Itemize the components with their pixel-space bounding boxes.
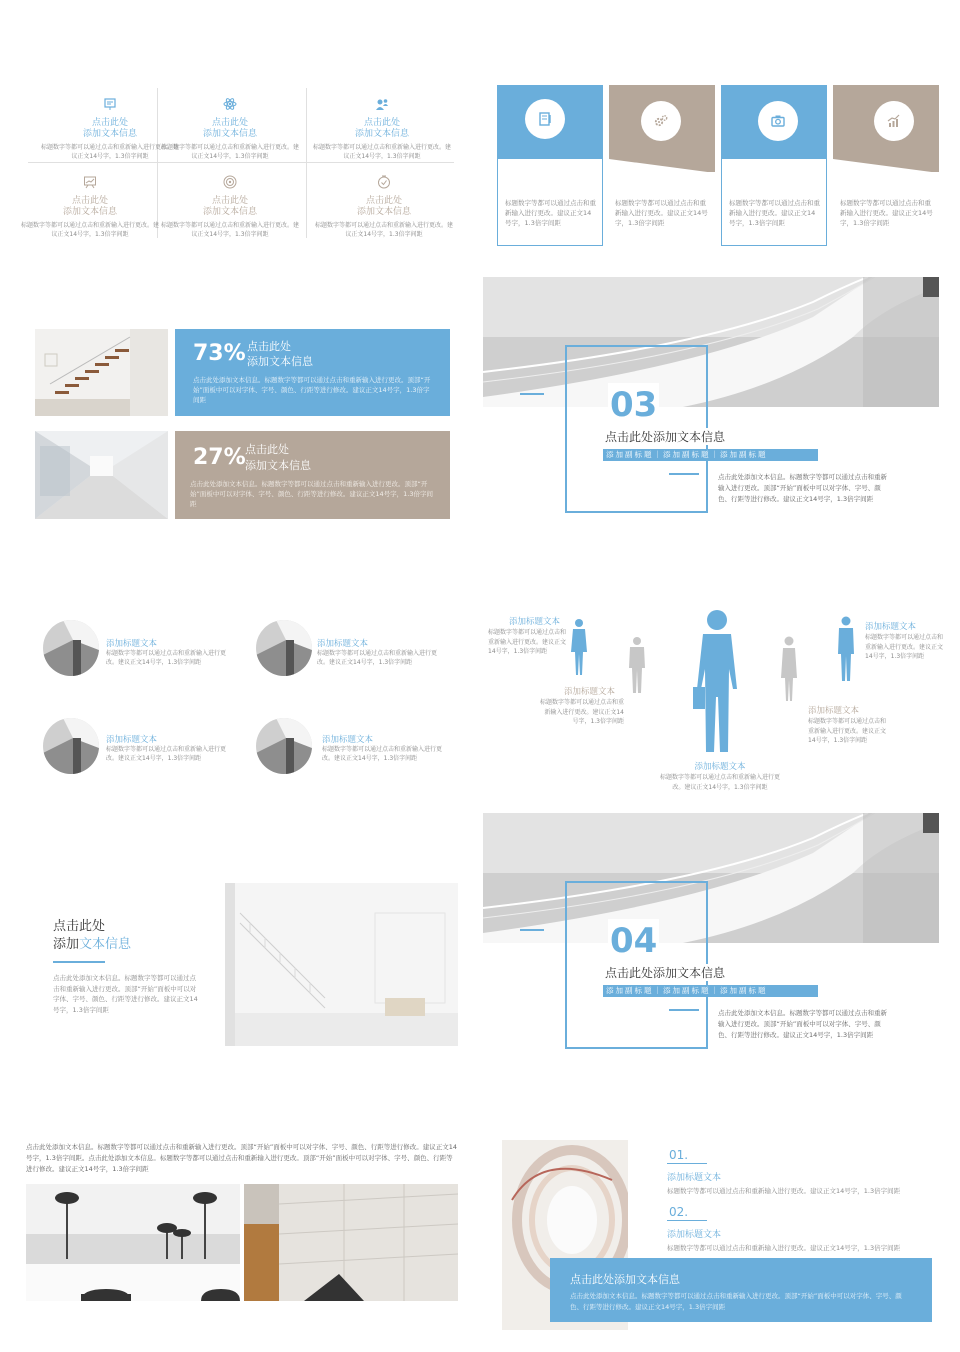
card-text: 标题数字等都可以通过点击和重新输入进行更改。建议正文14号字，1.3倍字间距 [615,199,708,227]
block-title: 点击此处 [245,443,289,456]
feature-title: 添加文本信息 [202,129,257,139]
feature-title: 添加文本信息 [202,207,257,217]
item-title: 添加标题文本 [322,735,374,745]
item-title: 添加标题文本 [509,617,561,627]
circle-photo [43,718,99,774]
item-desc: 标题数字等都可以通过点击和重新输入进行更改。建议正文14号字，1.3倍字间距 [808,718,887,744]
slide-title: 点击此处 [53,919,106,934]
feature-title: 点击此处 [91,118,128,128]
accent-line [669,1009,699,1011]
feature-title: 点击此处 [363,118,400,128]
section-desc: 点击此处添加文本信息。标题数字等都可以通过点击和重新输入进行更改。顶部“开始”面板中可以对字体、字号、颜色、行距等进行修改。建议正文14号字，1.3倍字间距 [718,1009,887,1039]
card-text: 标题数字等都可以通过点击和重新输入进行更改。建议正文14号字，1.3倍字间距 [729,199,820,227]
item-title: 添加标题文本 [106,639,158,649]
item-desc: 标题数字等都可以通过点击和重新输入进行更改。建议正文14号字，1.3倍字间距 [667,1187,901,1195]
bridge-photo [483,813,939,943]
growth-chart-icon [886,113,902,129]
percent-block [175,431,450,519]
accent-line [669,473,699,475]
slide-desc: 点击此处添加文本信息。标题数字等都可以通过点击和重新输入进行更改。顶部“开始”面板中可以对字体、字号、颜色、行距等进行修改。建议正文14号字，1.3倍字间距 [53,974,198,1014]
title-part: 添加 [53,937,80,952]
block-title: 添加文本信息 [245,459,311,472]
percent-value: 73% [193,341,246,366]
block-title: 点击此处 [247,340,291,353]
feature-title: 点击此处 [365,196,402,206]
percent-block [175,329,450,416]
white-stairs-photo [225,883,458,1046]
circle-photo [256,620,312,676]
section-number: 03 [610,385,658,425]
feature-desc: 标题数字等都可以通过点击和重新输入进行更改。建议正文14号字，1.3倍字间距 [40,144,179,160]
item-title: 添加标题文本 [667,1173,722,1183]
feature-desc: 标题数字等都可以通过点击和重新输入进行更改。建议正文14号字，1.3倍字间距 [312,144,451,160]
section-number: 04 [610,921,658,961]
feature-title: 添加文本信息 [356,207,411,217]
accent-line [667,1220,707,1221]
section-subtitle: 添加副标题｜添加副标题｜添加副标题 [603,449,818,461]
item-desc: 标题数字等都可以通过点击和重新输入进行更改。建议正文14号字，1.3倍字间距 [667,1244,901,1252]
slide-text: 点击此处添加文本信息。标题数字等都可以通过点击和重新输入进行更改。顶部“开始”面板中可以对字体、字号、颜色、行距等进行修改。建议正文14号字，1.3倍字间距。点击此处添加文本信息。标题数字等都可以通过点击和重新输入进行更改。顶部“开始”面板中可以对字体、字号、颜色、行距等进行修改。建议正文14号字，1.3倍字间距 [26,1143,458,1173]
feature-desc: 标题数字等都可以通过点击和重新输入进行更改。建议正文14号字，1.3倍字间距 [160,144,299,160]
feature-desc: 标题数字等都可以通过点击和重新输入进行更改。建议正文14号字，1.3倍字间距 [20,222,159,238]
feature-title: 添加文本信息 [82,129,137,139]
item-desc: 标题数字等都可以通过点击和重新输入进行更改。建议正文14号字，1.3倍字间距 [488,629,567,655]
circle-photo [256,718,312,774]
feature-title: 添加文本信息 [62,207,117,217]
feature-desc: 标题数字等都可以通过点击和重新输入进行更改。建议正文14号字，1.3倍字间距 [314,222,453,238]
item-desc: 标题数字等都可以通过点击和重新输入进行更改。建议正文14号字，1.3倍字间距 [865,634,944,660]
section-title: 点击此处添加文本信息 [605,966,726,980]
notebook-icon [537,111,553,127]
block-desc: 点击此处添加文本信息。标题数字等都可以通过点击和重新输入进行更改。顶部“开始”面板中可以对字体、字号、颜色、行距等进行修改。建议正文14号字，1.3倍字间距 [193,376,431,404]
block-desc: 点击此处添加文本信息。标题数字等都可以通过点击和重新输入进行更改。顶部“开始”面板中可以对字体、字号、颜色、行距等进行修改。建议正文14号字，1.3倍字间距 [190,480,433,508]
item-title: 添加标题文本 [564,687,616,697]
item-title: 添加标题文本 [694,762,746,772]
target-icon [223,175,237,189]
feature-cell [312,97,452,161]
presentation-icon [103,97,117,111]
item-desc: 标题数字等都可以通过点击和重新输入进行更改。建议正文14号字，1.3倍字间距 [659,774,780,791]
item-number: 01. [669,1148,689,1162]
item-number: 02. [669,1205,689,1219]
palm-photo [26,1184,240,1301]
users-icon [375,97,389,111]
divider [306,88,307,238]
item-desc: 标题数字等都可以通过点击和重新输入进行更改。建议正文14号字，1.3倍字间距 [106,746,227,762]
box-title: 点击此处添加文本信息 [570,1273,680,1286]
item-title: 添加标题文本 [106,735,158,745]
highlight-box [550,1258,932,1322]
feature-title: 添加文本信息 [354,129,409,139]
slide-title [53,936,131,954]
person-silhouette [626,636,648,694]
divider [28,162,454,163]
feature-title: 点击此处 [211,196,248,206]
stairs-photo [35,329,168,416]
section-desc: 点击此处添加文本信息。标题数字等都可以通过点击和重新输入进行更改。顶部“开始”面板中可以对字体、字号、颜色、行距等进行修改。建议正文14号字，1.3倍字间距 [718,473,887,503]
card-text: 标题数字等都可以通过点击和重新输入进行更改。建议正文14号字，1.3倍字间距 [840,199,933,227]
gears-icon [653,113,669,129]
section-title: 点击此处添加文本信息 [605,430,726,444]
feature-cell [160,175,300,239]
accent-line [520,929,544,931]
clock-check-icon [377,175,391,189]
feature-title: 点击此处 [71,196,108,206]
block-title: 添加文本信息 [247,355,313,368]
person-silhouette-main [693,609,741,754]
person-silhouette [568,618,590,676]
item-desc: 标题数字等都可以通过点击和重新输入进行更改。建议正文14号字，1.3倍字间距 [106,650,227,666]
bridge-photo [483,277,939,407]
box-desc: 点击此处添加文本信息。标题数字等都可以通过点击和重新输入进行更改。顶部“开始”面板中可以对字体、字号、颜色、行距等进行修改。建议正文14号字，1.3倍字间距 [570,1292,902,1311]
card-text: 标题数字等都可以通过点击和重新输入进行更改。建议正文14号字，1.3倍字间距 [505,199,596,227]
wall-photo [244,1184,458,1301]
person-silhouette [778,636,800,702]
feature-cell [20,175,160,239]
chart-board-icon [83,175,97,189]
item-desc: 标题数字等都可以通过点击和重新输入进行更改。建议正文14号字，1.3倍字间距 [322,746,443,762]
atom-icon [223,97,237,111]
feature-desc: 标题数字等都可以通过点击和重新输入进行更改。建议正文14号字，1.3倍字间距 [160,222,299,238]
section-subtitle: 添加副标题｜添加副标题｜添加副标题 [603,985,818,997]
item-desc: 标题数字等都可以通过点击和重新输入进行更改。建议正文14号字，1.3倍字间距 [540,699,625,725]
corridor-photo [35,431,168,519]
circle-photo [43,620,99,676]
percent-value: 27% [193,445,246,470]
feature-cell [160,97,300,161]
person-silhouette [835,616,857,682]
item-title: 添加标题文本 [667,1230,722,1240]
feature-cell [314,175,454,239]
camera-icon [770,113,786,129]
accent-line [53,961,105,963]
accent-line [520,393,544,395]
title-part-highlight: 文本信息 [79,937,132,952]
item-title: 添加标题文本 [865,622,917,632]
accent-line [667,1163,707,1164]
feature-cell [40,97,180,161]
item-desc: 标题数字等都可以通过点击和重新输入进行更改。建议正文14号字，1.3倍字间距 [317,650,438,666]
item-title: 添加标题文本 [808,706,860,716]
feature-title: 点击此处 [211,118,248,128]
item-title: 添加标题文本 [317,639,369,649]
